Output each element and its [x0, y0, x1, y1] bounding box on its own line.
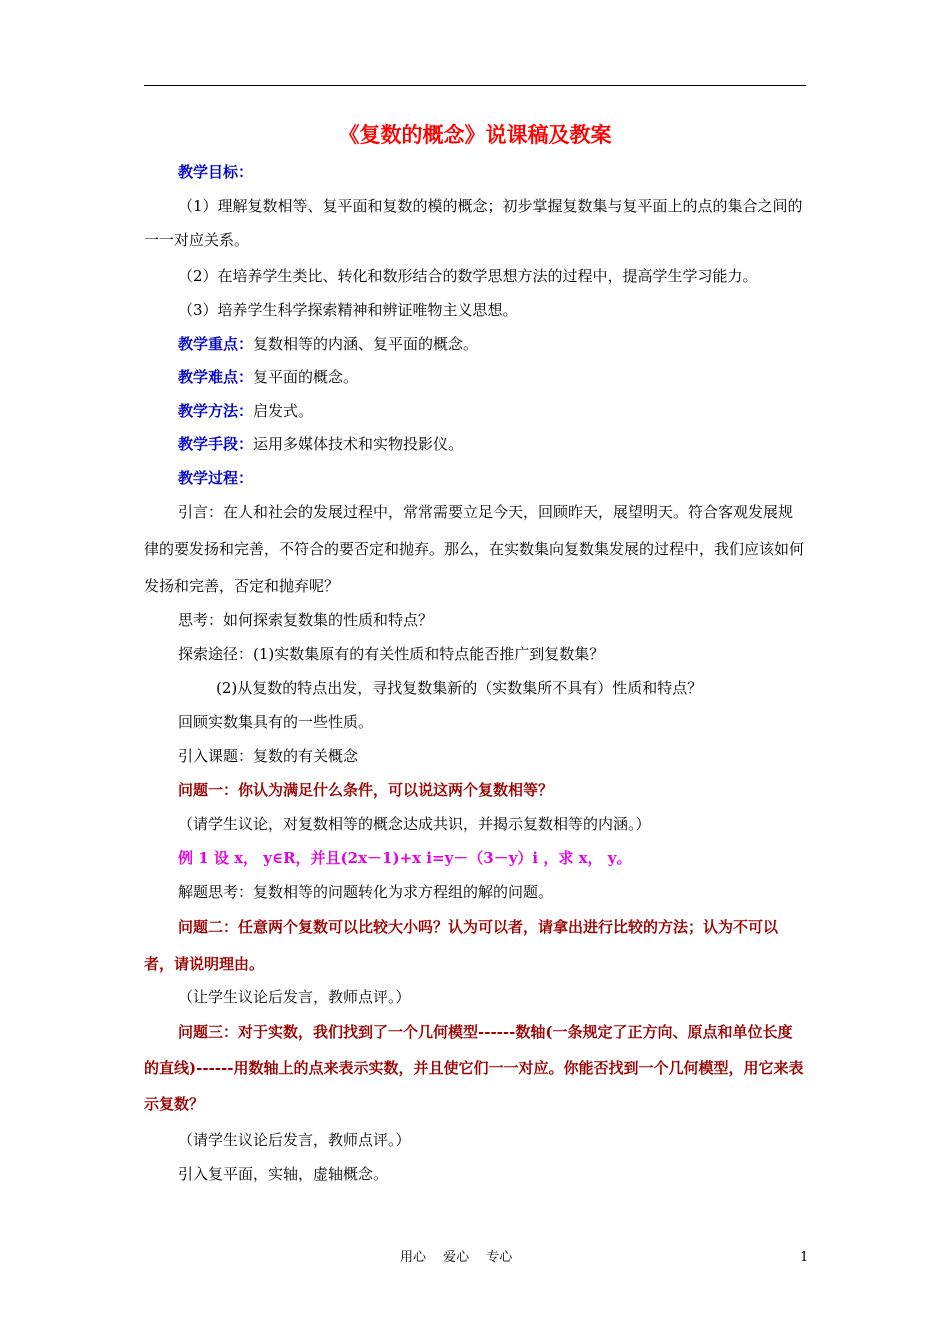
objectives-heading — [144, 155, 806, 189]
method — [144, 394, 806, 428]
difficulty-label: 教学难点： — [178, 368, 254, 386]
question-3: 问题三：对于实数，我们找到了一个几何模型------数轴(一条规定了正方向、原点和单位长度的直线)------用数轴上的点来表示实数，并且使它们一一对应。你能否找到一个几何模型，用它来表示复数？ — [144, 1023, 804, 1113]
method-label: 教学方法： — [178, 402, 254, 420]
question-1: 问题一：你认为满足什么条件，可以说这两个复数相等？ — [178, 781, 554, 799]
page-number: 1 — [800, 1250, 809, 1265]
example-1: 例 1 设 x， y∈R，并且(2x－1)+x i=y－（3－y）i ，求 x， y。 — [178, 849, 632, 867]
explore-path-1: 探索途径：(1)实数集原有的有关性质和特点能否推广到复数集？ — [178, 645, 605, 663]
process-heading — [144, 461, 806, 495]
header-rule — [144, 85, 806, 86]
review-line: 回顾实数集具有的一些性质。 — [178, 713, 374, 731]
question-1-note: （请学生议论，对复数相等的概念达成共识，并揭示复数相等的内涵。） — [178, 815, 651, 833]
means — [144, 427, 806, 461]
intro-paragraph: 引言：在人和社会的发展过程中，常常需要立足今天，回顾昨天，展望明天。符合客观发展规律的要发扬和完善，不符合的要否定和抛弃。那么，在实数集向复数集发展的过程中，我们应该如何发扬和完善，否定和抛弃呢？ — [144, 503, 805, 595]
solve-note: 解题思考：复数相等的问题转化为求方程组的解的问题。 — [178, 883, 554, 901]
closing-line: 引入复平面，实轴，虚轴概念。 — [178, 1165, 389, 1183]
think-line: 思考：如何探索复数集的性质和特点？ — [178, 611, 434, 629]
method-text: 启发式。 — [253, 402, 314, 420]
key-points-label: 教学重点： — [178, 335, 254, 353]
document-title: 《复数的概念》说课稿及教案 — [338, 122, 612, 147]
difficulty — [144, 360, 806, 394]
explore-path-2: (2)从复数的特点出发，寻找复数集新的（实数集所不具有）性质和特点？ — [216, 679, 703, 697]
question-2-note: （让学生议论后发言，教师点评。） — [178, 988, 411, 1006]
key-points — [144, 327, 806, 361]
means-text: 运用多媒体技术和实物投影仪。 — [253, 435, 464, 453]
process-label: 教学过程： — [178, 469, 254, 487]
objective-3: （3）培养学生科学探索精神和辨证唯物主义思想。 — [178, 301, 518, 319]
question-2: 问题二：任意两个复数可以比较大小吗？认为可以者，请拿出进行比较的方法；认为不可以者，请说明理由。 — [144, 918, 779, 973]
objective-2: （2）在培养学生类比、转化和数形结合的数学思想方法的过程中，提高学生学习能力。 — [178, 267, 758, 285]
key-points-text: 复数相等的内涵、复平面的概念。 — [253, 335, 479, 353]
objectives-label: 教学目标： — [178, 163, 254, 181]
objective-1: （1）理解复数相等、复平面和复数的模的概念；初步掌握复数集与复平面上的点的集合之间的一一对应关系。 — [144, 197, 803, 249]
question-3-note: （请学生议论后发言，教师点评。） — [178, 1131, 411, 1149]
difficulty-text: 复平面的概念。 — [253, 368, 359, 386]
topic-line: 引入课题：复数的有关概念 — [178, 747, 359, 765]
means-label: 教学手段： — [178, 435, 254, 453]
footer-motto: 用心 爱心 专心 — [400, 1250, 513, 1265]
